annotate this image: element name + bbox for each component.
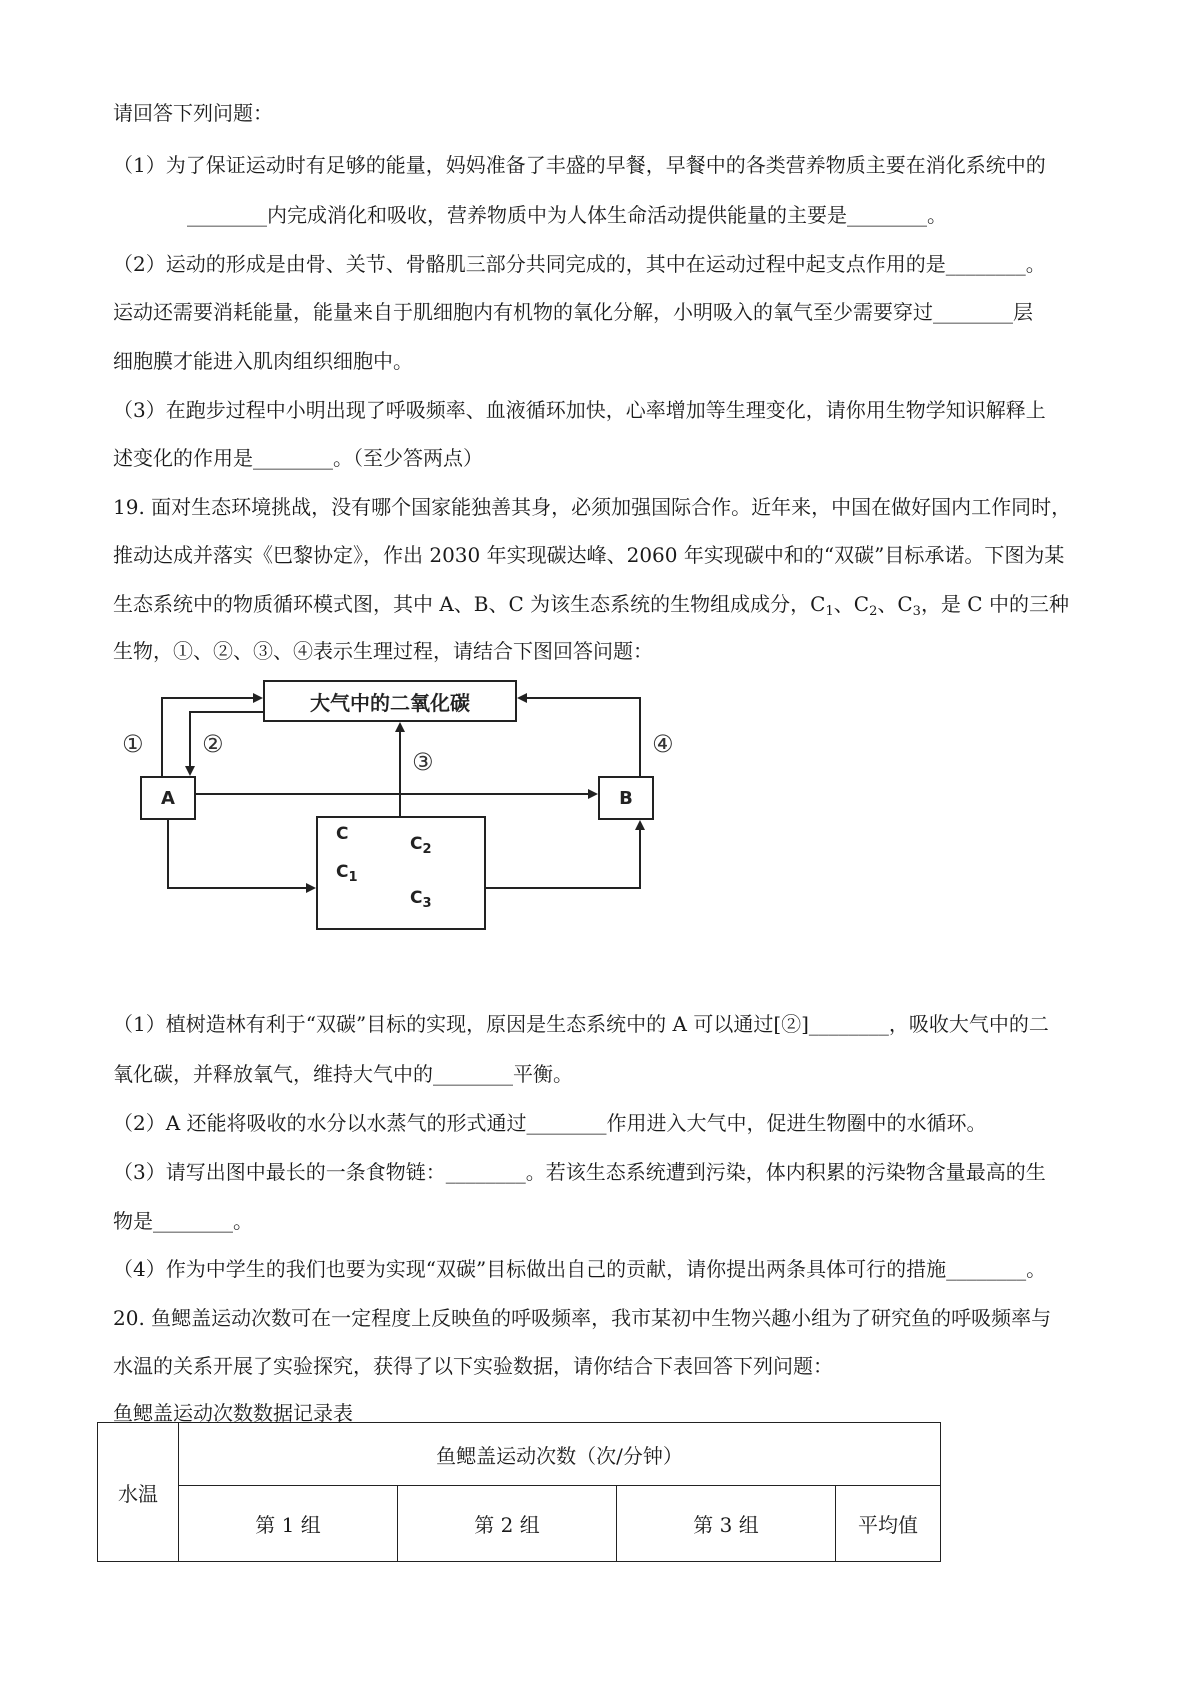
node-b: B [598, 776, 654, 820]
q19-s1-line2: 氧化碳，并释放氧气，维持大气中的________平衡。 [113, 1062, 573, 1086]
q18-p2-line2: 运动还需要消耗能量，能量来自于肌细胞内有机物的氧化分解，小明吸入的氧气至少需要穿过________层 [113, 300, 1033, 324]
marker-4: ④ [652, 730, 674, 758]
node-c3: $C_3$ [410, 888, 432, 911]
table-header-row [98, 1423, 941, 1486]
node-a: A [140, 776, 196, 820]
q18-intro: 请回答下列问题： [113, 101, 273, 125]
arrow-4 [519, 698, 640, 776]
node-c2: $C_2$ [410, 834, 432, 857]
node-c-label: C [336, 824, 349, 844]
arrow-a-c [168, 820, 314, 888]
q20-line1: 20. 鱼鳃盖运动次数可在一定程度上反映鱼的呼吸频率，我市某初中生物兴趣小组为了研究鱼的呼吸频率与 [113, 1306, 1052, 1330]
q18-p1-line2: ________内完成消化和吸收，营养物质中为人体生命活动提供能量的主要是________。 [187, 203, 947, 227]
table-col-group3: 第 3 组 [617, 1486, 836, 1562]
q19-s1-line1: （1）植树造林有利于“双碳”目标的实现，原因是生态系统中的 A 可以通过[②]________，吸收大气中的二 [113, 1012, 1049, 1036]
co2-box: 大气中的二氧化碳 [263, 680, 517, 722]
q19-line2: 推动达成并落实《巴黎协定》，作出 2030 年实现碳达峰、2060 年实现碳中和的“双碳”目标承诺。下图为某 [113, 543, 1065, 567]
carbon-cycle-diagram [110, 670, 690, 950]
q19-s2-line1: （2）A 还能将吸收的水分以水蒸气的形式通过________作用进入大气中，促进生物圈中的水循环。 [113, 1111, 987, 1135]
arrow-2 [190, 712, 263, 774]
table-col-average: 平均值 [836, 1486, 941, 1562]
q19-line3: 生态系统中的物质循环模式图，其中 A、B、C 为该生态系统的生物组成成分，$C_1$、$C_2$、$C_3$，是 C 中的三种 [113, 592, 1069, 619]
q18-p2-line1: （2）运动的形成是由骨、关节、骨骼肌三部分共同完成的，其中在运动过程中起支点作用的是________。 [113, 252, 1046, 276]
arrow-c-b [486, 822, 640, 888]
marker-2: ② [202, 730, 224, 758]
table-header-water-temp: 水温 [98, 1423, 179, 1562]
q18-p3-line1: （3）在跑步过程中小明出现了呼吸频率、血液循环加快，心率增加等生理变化，请你用生物学知识解释上 [113, 398, 1046, 422]
q18-p2-line3: 细胞膜才能进入肌肉组织细胞中。 [113, 349, 413, 373]
table-header-group: 鱼鳃盖运动次数（次/分钟） [179, 1423, 941, 1486]
table-col-group2: 第 2 组 [398, 1486, 617, 1562]
marker-3: ③ [412, 748, 434, 776]
marker-1: ① [122, 730, 144, 758]
q18-p3-line2: 述变化的作用是________。（至少答两点） [113, 446, 483, 470]
node-c-box [316, 816, 486, 930]
q19-s4-line1: （4）作为中学生的我们也要为实现“双碳”目标做出自己的贡献，请你提出两条具体可行的措施________。 [113, 1257, 1047, 1281]
table-subheader-row [98, 1486, 941, 1562]
table-col-group1: 第 1 组 [179, 1486, 398, 1562]
q20-line2: 水温的关系开展了实验探究，获得了以下实验数据，请你结合下表回答下列问题： [113, 1354, 833, 1378]
q19-s3-line1: （3）请写出图中最长的一条食物链：________。若该生态系统遭到污染，体内积累的污染物含量最高的生 [113, 1160, 1046, 1184]
q18-p1-line1: （1）为了保证运动时有足够的能量，妈妈准备了丰盛的早餐，早餐中的各类营养物质主要在消化系统中的 [113, 153, 1046, 177]
q19-s3-line2: 物是________。 [113, 1209, 253, 1233]
q19-line1: 19. 面对生态环境挑战，没有哪个国家能独善其身，必须加强国际合作。近年来，中国在做好国内工作同时， [113, 495, 1072, 519]
fish-gill-data-table [97, 1422, 941, 1562]
node-c1: $C_1$ [336, 862, 358, 885]
table-title: 鱼鳃盖运动次数数据记录表 [113, 1401, 353, 1425]
q19-line4: 生物，①、②、③、④表示生理过程，请结合下图回答问题： [113, 639, 653, 663]
